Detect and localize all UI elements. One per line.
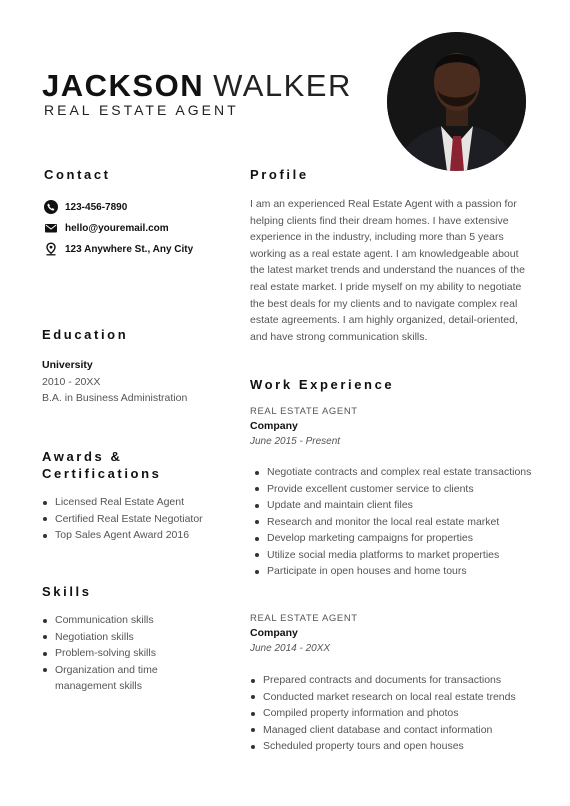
profile-photo <box>387 32 526 171</box>
list-item: Utilize social media platforms to market properties <box>254 547 534 564</box>
job-1-company: Company <box>250 420 298 432</box>
awards-list <box>42 494 232 544</box>
phone-icon <box>44 200 58 214</box>
list-item: Communication skills <box>42 612 182 629</box>
contact-address <box>44 240 193 258</box>
education-school: University <box>42 359 93 371</box>
education-heading: Education <box>42 327 129 342</box>
list-item: Certified Real Estate Negotiator <box>42 511 232 528</box>
email-text: hello@youremail.com <box>65 222 169 234</box>
address-text: 123 Anywhere St., Any City <box>65 243 194 255</box>
education-degree: B.A. in Business Administration <box>42 392 188 404</box>
awards-heading-line2: Certifications <box>42 466 162 481</box>
phone-text: 123-456-7890 <box>65 201 128 213</box>
job-2-title: REAL ESTATE AGENT <box>250 613 358 624</box>
list-item: Managed client database and contact information <box>250 722 540 739</box>
portrait-image <box>387 32 526 171</box>
list-item: Develop marketing campaigns for properties <box>254 530 534 547</box>
first-name: JACKSON <box>42 68 205 103</box>
job-1-dates: June 2015 - Present <box>250 436 341 447</box>
contact-phone <box>44 198 127 216</box>
job-1-title: REAL ESTATE AGENT <box>250 406 358 417</box>
profile-heading: Profile <box>250 167 309 182</box>
job-role: REAL ESTATE AGENT <box>44 102 239 118</box>
list-item: Problem-solving skills <box>42 645 182 662</box>
job-1-bullets <box>254 464 534 580</box>
full-name <box>42 66 352 106</box>
list-item: Conducted market research on local real estate trends <box>250 689 540 706</box>
list-item: Negotiation skills <box>42 629 182 646</box>
contact-email <box>44 219 169 237</box>
work-experience-heading: Work Experience <box>250 377 395 392</box>
profile-summary: I am an experienced Real Estate Agent with a passion for helping clients find their dream homes. I have extensive experience in the industry, including more than 5 years working as a real estate agent. I am knowledgeable about the latest market trends and understand the nuances of the real estate market. I pride myself on my ability to negotiate the best deals for my clients and to navigate complex real estate agreements. I am highly organized, detail-oriented, and have strong communication skills. <box>250 198 525 343</box>
skills-list <box>42 612 182 695</box>
mail-icon <box>44 221 58 235</box>
contact-heading: Contact <box>44 167 111 182</box>
list-item: Compiled property information and photos <box>250 705 540 722</box>
list-item: Research and monitor the local real estate market <box>254 514 534 531</box>
skills-heading: Skills <box>42 584 92 599</box>
awards-heading-line1: Awards & <box>42 449 123 464</box>
list-item: Scheduled property tours and open houses <box>250 738 540 755</box>
last-name: WALKER <box>213 68 352 103</box>
list-item: Provide excellent customer service to clients <box>254 481 534 498</box>
list-item: Prepared contracts and documents for transactions <box>250 672 540 689</box>
list-item: Organization and time management skills <box>42 662 182 695</box>
list-item: Negotiate contracts and complex real estate transactions <box>254 464 534 481</box>
job-2-bullets <box>250 672 540 755</box>
job-2-dates: June 2014 - 20XX <box>250 643 331 654</box>
list-item: Update and maintain client files <box>254 497 534 514</box>
list-item: Participate in open houses and home tours <box>254 563 534 580</box>
location-pin-icon <box>44 242 58 256</box>
list-item: Licensed Real Estate Agent <box>42 494 232 511</box>
education-years: 2010 - 20XX <box>42 376 101 388</box>
list-item: Top Sales Agent Award 2016 <box>42 527 232 544</box>
job-2-company: Company <box>250 627 298 639</box>
